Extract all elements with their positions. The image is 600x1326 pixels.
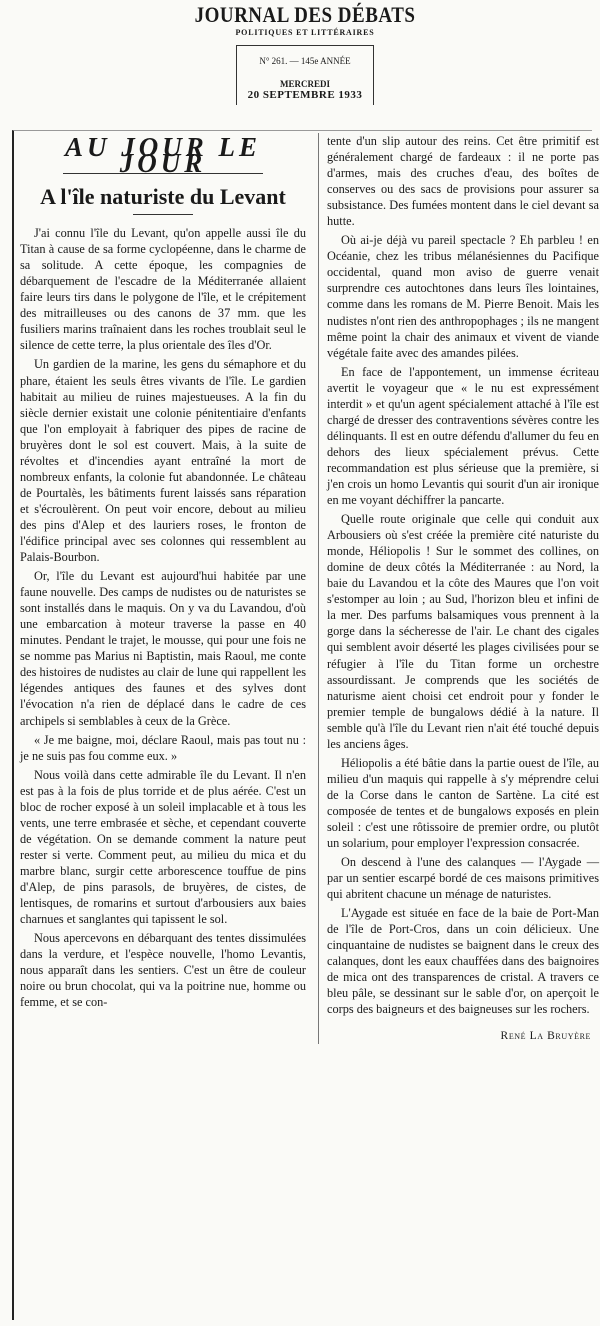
paragraph: Héliopolis a été bâtie dans la partie ouest de l'île, au milieu d'un maquis qui rappelle à s'y méprendre celui de la Corse dans le canton de Sartène. La cité est composée de tentes et de bungalows exposés en plein soleil : c'est une rôtissoire de premier ordre, ou plutôt un solarium, pour employer l'expression consacrée.	[327, 755, 599, 851]
article	[12, 130, 599, 1320]
paragraph: « Je me baigne, moi, déclare Raoul, mais pas tout nu : je ne suis pas fou comme eux. »	[20, 732, 306, 763]
article-headline: A l'île naturiste du Levant	[40, 184, 286, 210]
rubric-heading: AU JOUR LE JOUR	[64, 132, 261, 179]
column-left	[20, 131, 306, 1010]
paragraph: tente d'un slip autour des reins. Cet être primitif est généralement chargé de fardeaux : il ne porte pas d'armes, mais des cruches d'eau, des boîtes de conserves ou des sacs de provisions pour assurer sa subsistance. Des fumées montent dans le ciel devant sa hutte.	[327, 134, 599, 229]
paragraph: En face de l'appontement, un immense écriteau avertit le voyageur que « le nu est expressément interdit » et qu'un agent spécialement attaché à l'île est chargé de dresser des contraventions sévères contre les délinquants. Il est en outre défendu d'allumer du feu en dehors des lieux spécialement prévus. Cette recommandation est plus sérieuse que la première, si j'en crois un homo Levantis qui sourit d'un air ironique en me voyant déchiffrer la pancarte.	[327, 364, 599, 508]
issue-date: 20 SEPTEMBRE 1933	[247, 89, 363, 101]
paragraph: J'ai connu l'île du Levant, qu'on appelle aussi île du Titan à cause de sa forme cyclopéenne, dans le charme de sa solitude. A cette époque, les compagnies de débarquement de l'escadre de la Méditerranée allaient faire leurs tirs dans le polygone de l'île, et le crépitement des mitrailleuses ou des canons de 37 mm. que les fusiliers marins traînaient dans les roches troublait seul le silence de cette terre, la plus orientale des îles d'Or.	[20, 226, 306, 353]
issue-box	[236, 45, 374, 105]
paragraph: Or, l'île du Levant est aujourd'hui habitée par une faune nouvelle. Des camps de nudistes ou de naturistes se sont installés dans le maquis. On y va du Lavandou, d'où une embarcation à moteur traverse la passe en 40 minutes. Pendant le trajet, le mousse, qui pour une fois ne se nomme pas Marius ni Baptistin, mais Raoul, me conte des histoires de nudistes au clair de lune qui rappellent les légendes antiques des faunes et des sylves dont l'évocation n'a rien de déplacé dans le cadre de ces archipels si semblables à ceux de la Grèce.	[20, 569, 306, 728]
newspaper-subtitle: POLITIQUES ET LITTÉRAIRES	[235, 28, 375, 37]
paragraph: Un gardien de la marine, les gens du sémaphore et du phare, étaient les seuls êtres vivants de l'île. Le gardien habitait au milieu de ruines majestueuses. A la fin du siècle dernier existait une colonie pénitentiaire d'enfants que l'on employait à fabriquer des pipes de racine de bruyères dont le sol est couvert. Mais, à la suite de révoltes et d'incendies ayant entraîné la mort de nombreux enfants, la colonie fut abandonnée. Le château de Pourtalès, les bâtiments furent laissés sans réparation et s'écroulèrent. On peut voir encore, debout au milieu des pins d'Alep et des lauriers roses, le fronton de l'édifice principal avec ses colonnes qui ressemblent au Palais-Bourbon.	[20, 357, 306, 565]
issue-day: MERCREDI	[279, 79, 330, 89]
author-signature: René La Bruyère	[500, 1029, 591, 1042]
paragraph: Nous apercevons en débarquant des tentes dissimulées dans la verdure, et l'espèce nouvelle, l'homo Levantis, nous apparaît dans les sentiers. C'est un être de couleur noire ou brun chocolat, qui va la poitrine nue, homme ou femme, et se con-	[20, 931, 306, 1010]
headline-rule	[133, 214, 193, 215]
paragraph: Où ai-je déjà vu pareil spectacle ? Eh parbleu ! en Océanie, chez les tribus mélanésiennes du Pacifique occidental, quand mon aviso de guerre venait surprendre ces autochtones dans leurs îles lointaines, comme dans les romans de M. Pierre Benoit. Mais les nudistes n'ont rien des anthropophages ; ils ne mangent même point la chair des animaux et vivent de viande végétale faite avec des amandes pilées.	[327, 233, 599, 360]
paragraph: Quelle route originale que celle qui conduit aux Arbousiers où s'est créée la première cité naturiste du monde, Héliopolis ! Sur le sommet des collines, on domine de deux côtés la Méditerranée : au Nord, la baie du Lavandou et la côte des Maures que l'on voit s'estomper au loin ; au Sud, l'horizon bleu et infini de la mer. Des parfums balsamiques vous prennent à la gorge dans la sécheresse de l'air. Le chant des cigales qui semblent avoir déserté les plages civilisées pour se réfugier à l'île du Titan forme un orchestre assourdissant. Je comprends que les sociétés de naturisme aient choisi cet endroit pour y fonder le premier temple de bungalows dédié à la nature. Il semble qu'à l'île du Levant rien n'ait été touché depuis les anciens âges.	[327, 512, 599, 751]
masthead	[190, 3, 420, 124]
paragraph: Nous voilà dans cette admirable île du Levant. Il n'en est pas à la fois de plus torride et de plus aérée. C'est un bloc de rocher exposé à un soleil implacable et à tous les vents, une terre embrasée et sèche, et cependant couverte de végétation. On se demande comment la nature peut rester si verte. Comment peut, au milieu du mica et du marbre blanc, surgir cette arborescence touffue de pins d'Alep, de pins parasols, de bruyères, de cistes, de lentisques, de romarins et surtout d'arbousiers aux baies charnues et sanglantes qui tapissent le sol.	[20, 767, 306, 927]
column-right	[318, 133, 599, 1044]
issue-number: N° 261. — 145e ANNÉE	[259, 56, 351, 66]
paragraph: L'Aygade est située en face de la baie de Port-Man de l'île de Port-Cros, dans un coin délicieux. Une cinquantaine de nudistes se baignent dans le creux des calanques, dont les eaux chauffées dans des baignoires de mica ont des transparences de cristal. A travers ce bleu pâle, se dessinant sur le sable d'or, on aperçoit le corps des baigneurs et des baigneuses sur les rochers.	[327, 906, 599, 1017]
paragraph: On descend à l'une des calanques — l'Aygade — par un sentier escarpé bordé de ces maisons primitives qui abritent chacune un ménage de naturistes.	[327, 855, 599, 902]
newspaper-title: JOURNAL DES DÉBATS	[194, 3, 416, 28]
